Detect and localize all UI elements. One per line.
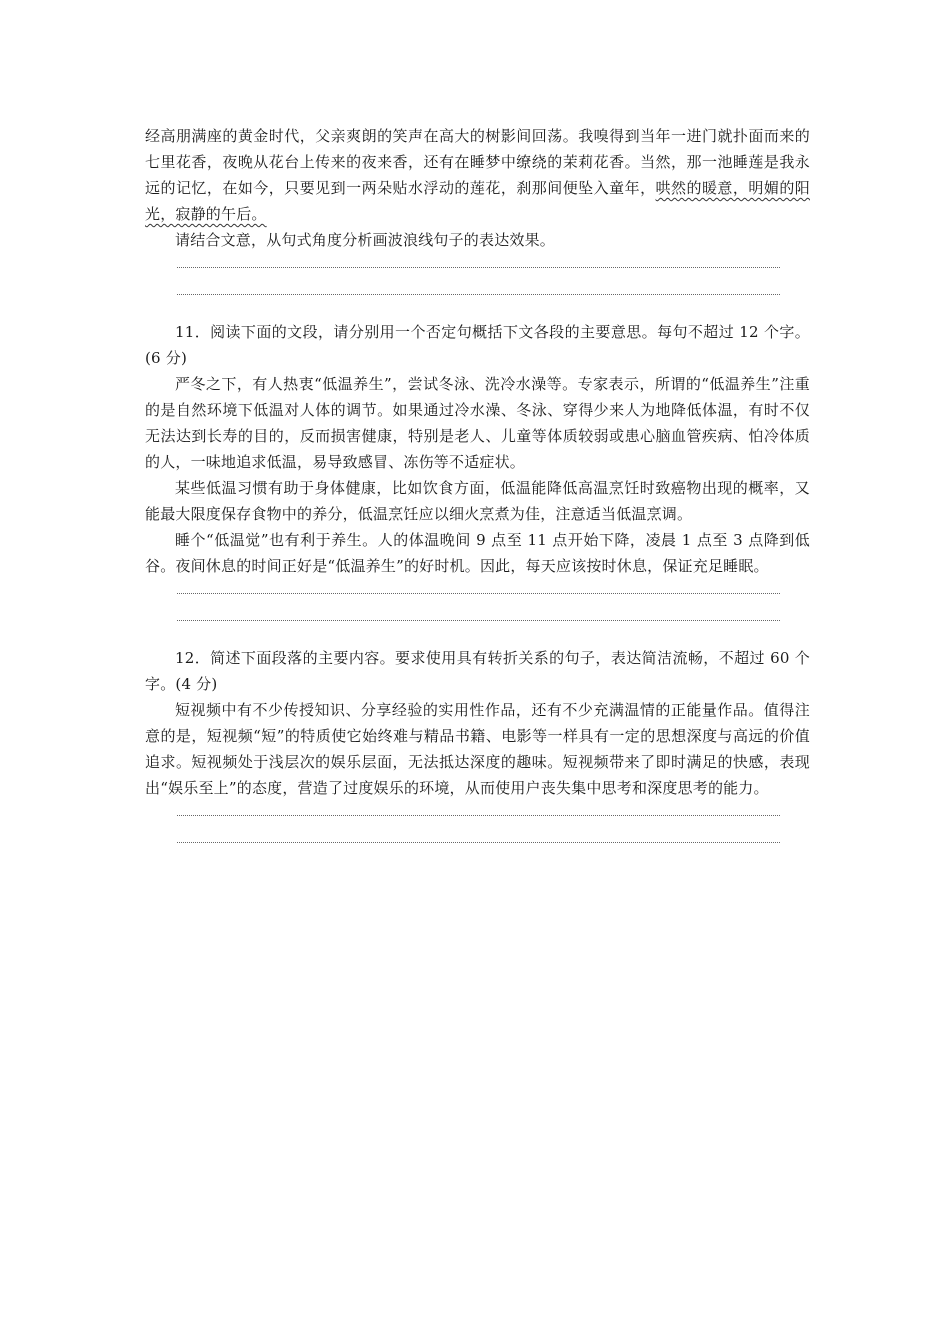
passage-10-text: [145, 123, 810, 227]
question-11-paragraph: 某些低温习惯有助于身体健康，比如饮食方面，低温能降低高温烹饪时致癌物出现的概率，又能最大限度保存食物中的养分，低温烹饪应以细火烹煮为佳，注意适当低温烹调。: [145, 479, 810, 523]
wavy-underlined-sentence: 哄然的暖意，明媚的阳光，寂静的午后。: [145, 179, 810, 223]
question-12-paragraph: 短视频中有不少传授知识、分享经验的实用性作品，还有不少充满温情的正能量作品。值得注意的是，短视频“短”的特质使它始终难与精品书籍、电影等一样具有一定的思想深度与高远的价值追求。短视频处于浅层次的娱乐层面，无法抵达深度的趣味。短视频带来了即时满足的快感，表现出“娱乐至上”的态度，营造了过度娱乐的环境，从而使用户丧失集中思考和深度思考的能力。: [145, 701, 810, 797]
answer-line[interactable]: [177, 842, 780, 843]
passage-10-text-plain: 经高朋满座的黄金时代，父亲爽朗的笑声在高大的树影间回荡。我嗅得到当年一进门就扑面而来的七里花香，夜晚从花台上传来的夜来香，还有在睡梦中缭绕的茉莉花香。当然，那一池睡莲是我永远的记忆，在如今，只要见到一两朵贴水浮动的莲花，刹那间便坠入童年，: [145, 127, 810, 197]
question-11-prompt: 11．阅读下面的文段，请分别用一个否定句概括下文各段的主要意思。每句不超过 12 个字。(6 分): [145, 323, 810, 367]
question-10-prompt: 请结合文意，从句式角度分析画波浪线句子的表达效果。: [175, 231, 556, 249]
question-12-prompt: 12．简述下面段落的主要内容。要求使用具有转折关系的句子，表达简洁流畅，不超过 60 个字。(4 分): [145, 649, 810, 693]
document-content: [145, 123, 810, 843]
question-11-paragraph: 严冬之下，有人热衷“低温养生”，尝试冬泳、洗冷水澡等。专家表示，所谓的“低温养生”注重的是自然环境下低温对人体的调节。如果通过冷水澡、冬泳、穿得少来人为地降低体温，有时不仅无法达到长寿的目的，反而损害健康，特别是老人、儿童等体质较弱或患心脑血管疾病、怕冷体质的人，一味地追求低温，易导致感冒、冻伤等不适症状。: [145, 375, 810, 471]
question-11-paragraph: 睡个“低温觉”也有利于养生。人的体温晚间 9 点至 11 点开始下降，凌晨 1 点至 3 点降到低谷。夜间休息的时间正好是“低温养生”的好时机。因此，每天应该按时休息，保证充足睡眠。: [145, 531, 810, 575]
